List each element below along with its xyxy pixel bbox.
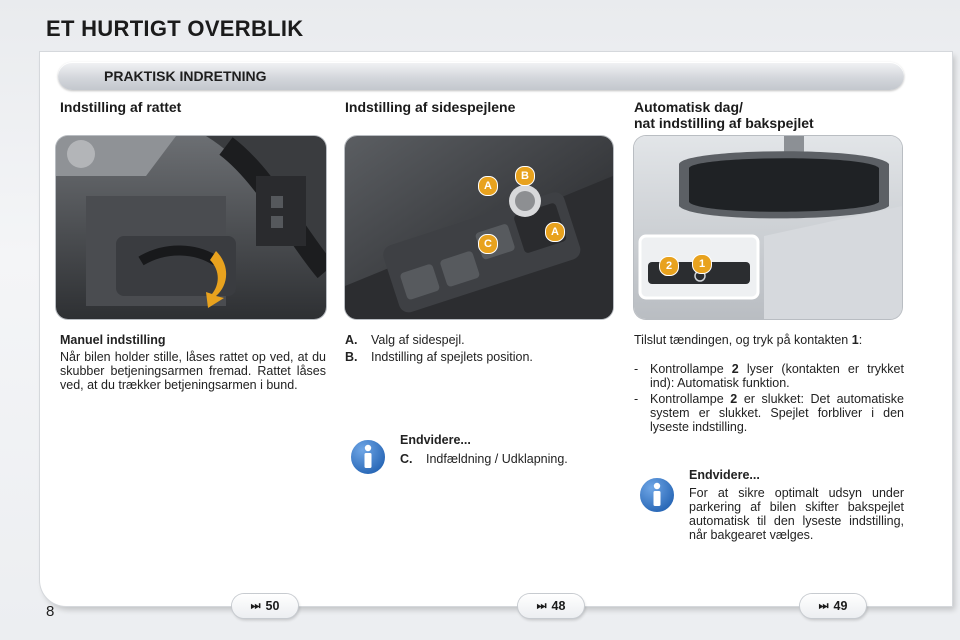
rearview-note-title: Endvidere... <box>689 468 760 482</box>
page-ref-50-link[interactable] <box>232 594 298 618</box>
intro-key: 1 <box>851 333 859 347</box>
bullet-text <box>650 362 904 390</box>
mirror-items-list <box>345 333 607 364</box>
page-ref-number: 48 <box>551 599 566 613</box>
bullet-post: er slukket: Det automatiske system er slukket. Spejlet forbliver i den lyseste indstilling. <box>650 392 904 434</box>
rearview-heading-line1: Automatisk dag/ <box>634 99 743 115</box>
section-title: PRAKTISK INDRETNING <box>104 68 267 84</box>
bullet-dash: - <box>634 392 639 406</box>
page-ref-number: 50 <box>265 599 280 613</box>
list-item <box>400 452 610 466</box>
page-number: 8 <box>46 603 55 620</box>
photo-label-a: A <box>478 176 498 196</box>
item-key: B. <box>345 350 358 364</box>
steering-column-photo <box>56 136 326 319</box>
page-ref-number: 49 <box>833 599 848 613</box>
rearview-heading-line2: nat indstilling af bakspejlet <box>634 115 814 131</box>
bullet-num: 2 <box>730 392 738 406</box>
item-key: C. <box>400 452 413 466</box>
page-ref-49-link[interactable] <box>800 594 866 618</box>
bullet-text <box>650 392 904 434</box>
mirror-controls-photo <box>345 136 613 319</box>
bullet-num: 2 <box>731 362 739 376</box>
rearview-mirror-photo <box>634 136 902 319</box>
photo-label-2: 2 <box>659 256 679 276</box>
mirrors-heading: Indstilling af sidespejlene <box>345 99 516 115</box>
rearview-bullets <box>634 362 904 434</box>
skip-forward-icon: ⏭ <box>250 599 261 612</box>
photo-label-b: B <box>515 166 535 186</box>
item-text: Valg af sidespejl. <box>371 333 465 347</box>
intro-suffix: : <box>858 333 863 347</box>
item-text: Indfældning / Udklapning. <box>426 452 568 466</box>
bullet-pre: Kontrollampe <box>650 362 724 376</box>
list-item <box>345 350 607 364</box>
item-key: A. <box>345 333 358 347</box>
skip-forward-icon: ⏭ <box>818 599 829 612</box>
steering-heading: Indstilling af rattet <box>60 99 182 115</box>
bullet-dash: - <box>634 362 639 376</box>
rearview-intro <box>634 333 904 347</box>
list-item <box>634 362 904 390</box>
list-item <box>634 392 904 434</box>
page-title: ET HURTIGT OVERBLIK <box>46 16 304 41</box>
mirror-note-items <box>400 452 610 466</box>
info-icon <box>637 475 677 515</box>
item-text: Indstilling af spejlets position. <box>371 350 533 364</box>
skip-forward-icon: ⏭ <box>536 599 547 612</box>
photo-label-1: 1 <box>692 254 712 274</box>
intro-text: Tilslut tændingen, og tryk på kontakten <box>634 333 849 347</box>
list-item <box>345 333 607 347</box>
bullet-post: lyser (kontakten er trykket ind): Automatisk funktion. <box>650 362 904 390</box>
mirror-note-title: Endvidere... <box>400 433 471 447</box>
rearview-heading <box>634 99 814 131</box>
info-icon <box>348 437 388 477</box>
rearview-note-text: For at sikre optimalt udsyn under parkering af bilen skifter bakspejlet automatisk til den lyseste indstilling, når bakgearet vælges. <box>689 486 904 542</box>
steering-body-text: Når bilen holder stille, låses rattet op ved, at du skubber betjeningsarmen fremad. Rattet låses ved, at du trækker betjeningsarmen i bund. <box>60 350 326 392</box>
bullet-pre: Kontrollampe <box>650 392 724 406</box>
page-ref-48-link[interactable] <box>518 594 584 618</box>
photo-label-a-right: A <box>545 222 565 242</box>
photo-label-c: C <box>478 234 498 254</box>
manual-adjustment-subheading: Manuel indstilling <box>60 333 166 347</box>
